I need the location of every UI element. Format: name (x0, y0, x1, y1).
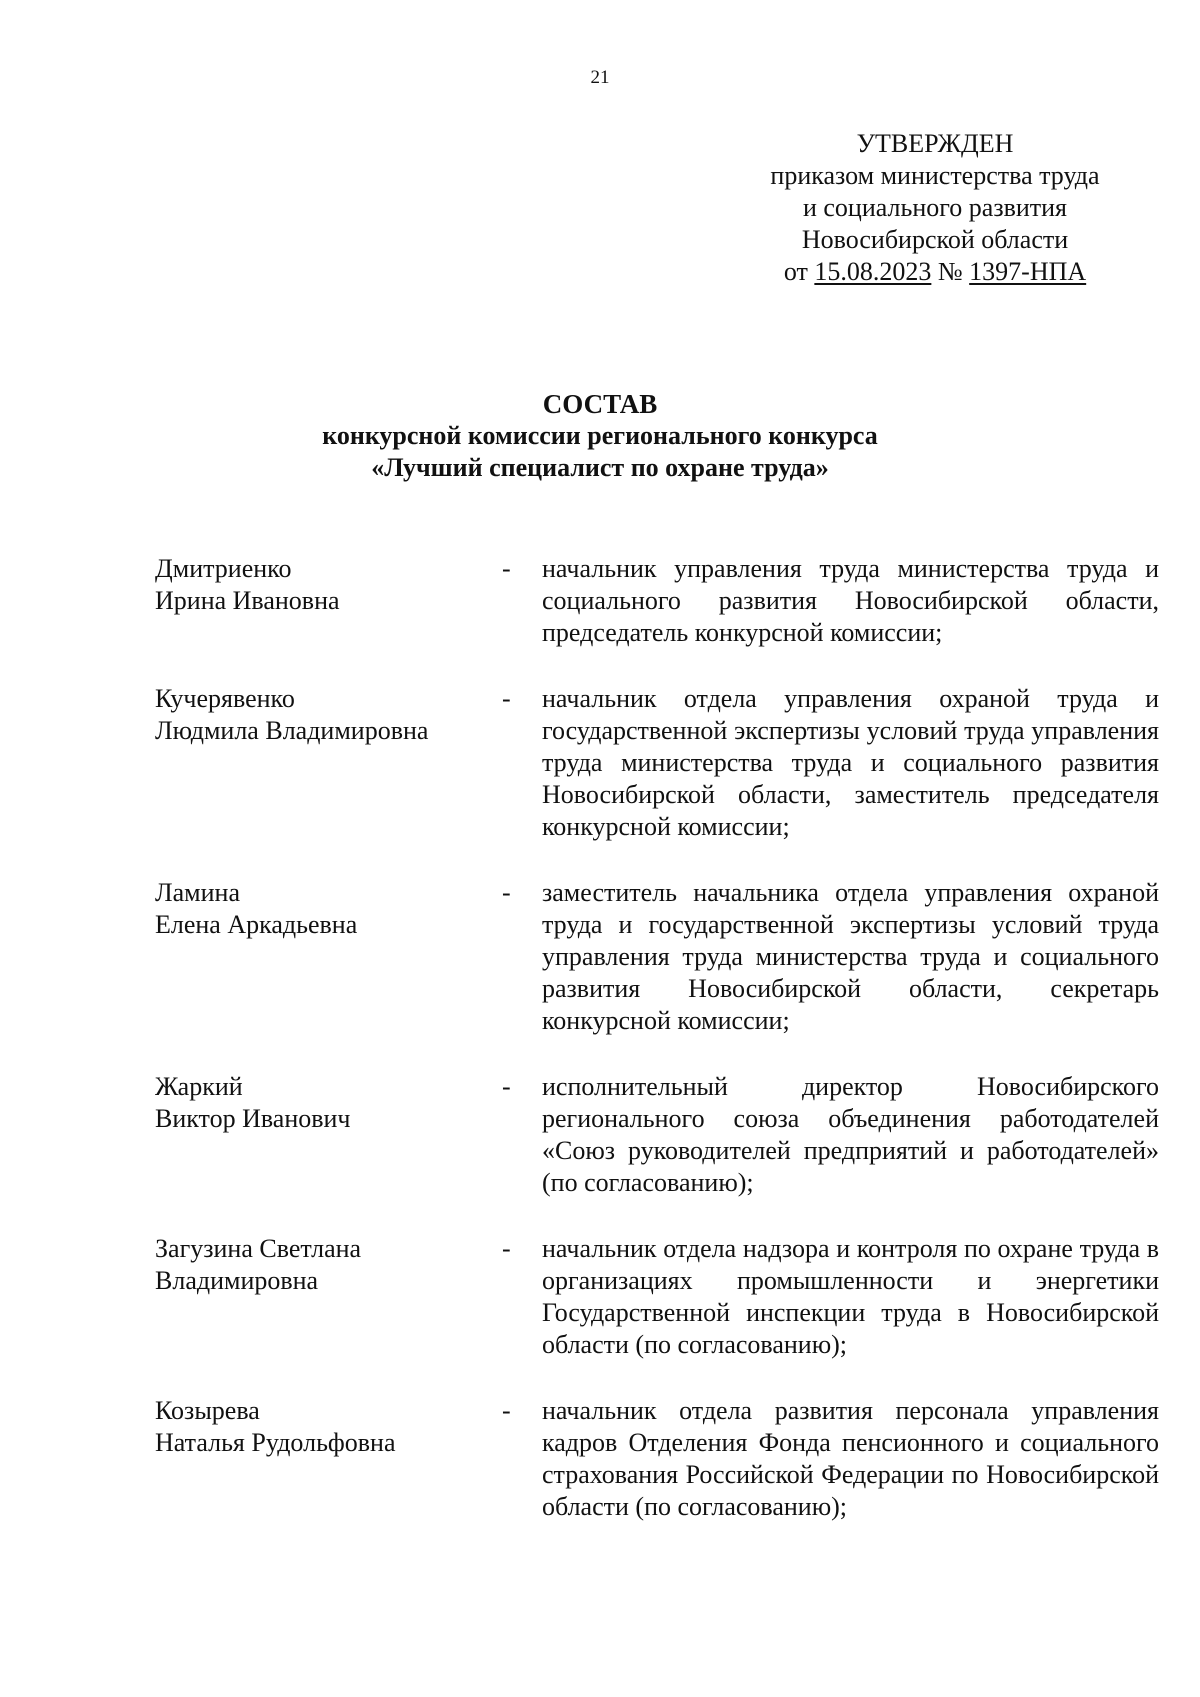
approval-order-line (740, 256, 1130, 288)
member-row (155, 553, 1159, 649)
member-given-names: Наталья Рудольфовна (155, 1428, 396, 1457)
member-position: заместитель начальника отдела управления охраной труда и государственной экспертизы условий труда управления труда министерства труда и социального развития Новосибирской области, секретарь конкурсной комиссии; (542, 878, 1159, 1035)
page-number: 21 (590, 67, 610, 88)
approval-date: 15.08.2023 (814, 257, 932, 286)
member-dash: - (502, 684, 511, 713)
approval-line-2: и социального развития (802, 193, 1068, 222)
member-position: начальник отдела надзора и контроля по охране труда в организациях промышленности и энергетики Государственной инспекции труда в Новосибирской области (по согласованию); (542, 1234, 1159, 1359)
approval-line-3: Новосибирской области (801, 225, 1069, 254)
member-given-names: Виктор Иванович (155, 1104, 351, 1133)
member-given-names: Ирина Ивановна (155, 586, 340, 615)
commission-members-list (155, 553, 1159, 1557)
member-name (155, 683, 475, 747)
member-name (155, 1071, 475, 1135)
member-row (155, 1233, 1159, 1361)
heading-line-1: конкурсной комиссии регионального конкурса (322, 421, 878, 450)
member-position: исполнительный директор Новосибирского регионального союза объединения работодателей «Союз руководителей предприятий и работодателей» (по согласованию); (542, 1072, 1159, 1197)
member-surname: Кучерявенко (155, 684, 295, 713)
member-row (155, 1395, 1159, 1523)
member-dash: - (502, 1396, 511, 1425)
member-dash: - (502, 1072, 511, 1101)
heading-title: СОСТАВ (542, 389, 658, 419)
member-position: начальник отдела развития персонала управления кадров Отделения Фонда пенсионного и социального страхования Российской Федерации по Новосибирской области (по согласованию); (542, 1396, 1159, 1521)
member-given-names: Людмила Владимировна (155, 716, 429, 745)
member-given-names: Елена Аркадьевна (155, 910, 358, 939)
member-dash: - (502, 554, 511, 583)
member-surname: Козырева (155, 1396, 260, 1425)
member-given-names: Владимировна (155, 1266, 319, 1295)
document-heading (0, 388, 1200, 484)
approval-number: 1397-НПА (969, 257, 1087, 286)
member-name (155, 1395, 475, 1459)
member-surname: Загузина Светлана (155, 1234, 362, 1263)
member-surname: Жаркий (155, 1072, 243, 1101)
heading-line-2: «Лучший специалист по охране труда» (371, 453, 829, 482)
member-name (155, 1233, 475, 1297)
approval-stamp (740, 128, 1130, 288)
member-position: начальник отдела управления охраной труда и государственной экспертизы условий труда управления труда министерства труда и социального развития Новосибирской области, заместитель председателя конкурсной комиссии; (542, 684, 1159, 841)
approval-prefix: от (783, 257, 808, 286)
approval-line-1: приказом министерства труда (770, 161, 1100, 190)
approval-title: УТВЕРЖДЕН (856, 129, 1014, 158)
member-row (155, 877, 1159, 1037)
member-dash: - (502, 1234, 511, 1263)
approval-number-sign: № (937, 257, 963, 286)
member-row (155, 683, 1159, 843)
member-surname: Ламина (155, 878, 240, 907)
member-position: начальник управления труда министерства труда и социального развития Новосибирской области, председатель конкурсной комиссии; (542, 554, 1159, 647)
member-name (155, 877, 475, 941)
member-dash: - (502, 878, 511, 907)
member-surname: Дмитриенко (155, 554, 292, 583)
member-row (155, 1071, 1159, 1199)
member-name (155, 553, 475, 617)
